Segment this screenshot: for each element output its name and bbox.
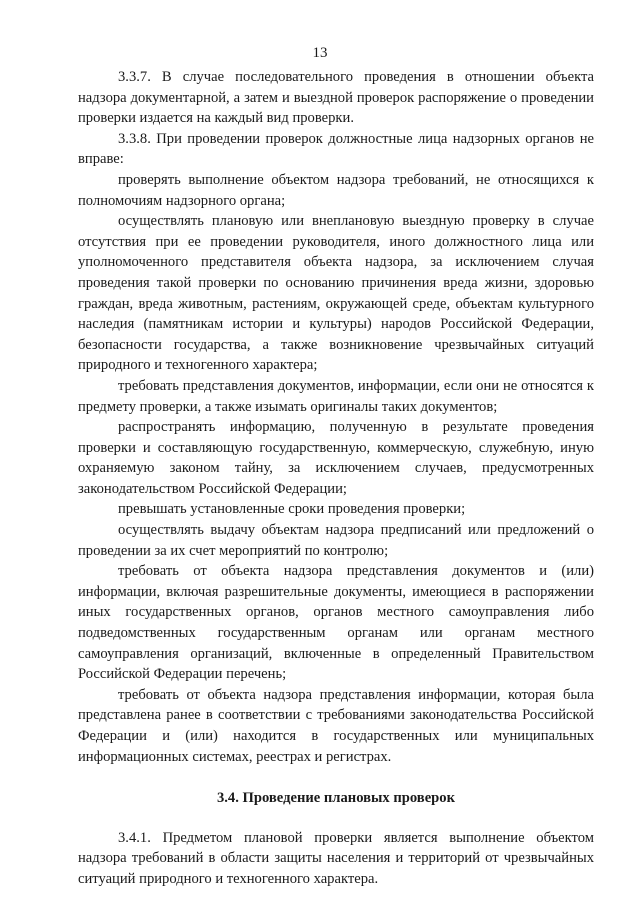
list-item: превышать установленные сроки проведения проверки; [118, 501, 466, 518]
list-item: требовать представления документов, информации, если они не относятся к предмету проверки, а также изымать оригиналы таких документов; [78, 377, 594, 415]
list-item: распространять информацию, полученную в результате проведения проверки и составляющую государственную, коммерческую, служебную, иную охраняемую законом тайну, за исключением случаев, предусмотренных законодательством Российской Федерации; [78, 419, 594, 497]
paragraph-3-3-7: 3.3.7. В случае последовательного проведения в отношении объекта надзора документарной, а затем и выездной проверок распоряжение о проведении проверки издается на каждый вид проверки. [78, 69, 594, 127]
list-item: осуществлять выдачу объектам надзора предписаний или предложений о проведении за их счет мероприятий по контролю; [78, 522, 594, 559]
section-heading: 3.4. Проведение плановых проверок [216, 790, 455, 807]
list-item: осуществлять плановую или внеплановую выездную проверку в случае отсутствия при ее проведении руководителя, иного должностного лица или уполномоченного представителя объекта надзора, за исключением случая проведения такой проверки по основанию причинения вреда жизни, здоровью граждан, вреда животным, растениям, окружающей среде, объектам культурного наследия (памятникам истории и культуры) народов Российской Федерации, безопасности государства, а также возникновение чрезвычайных ситуаций природного и техногенного характера; [78, 213, 594, 374]
list-item: требовать от объекта надзора представления документов и (или) информации, включая разрешительные документы, имеющиеся в распоряжении иных государственных органов, органов местного самоуправления либо подведомственных государственным органам или органам местного самоуправления организаций, включенные в определенный Правительством Российской Федерации перечень; [78, 563, 594, 683]
paragraph-3-4-1: 3.4.1. Предметом плановой проверки является выполнение объектом надзора требований в области защиты населения и территорий от чрезвычайных ситуаций природного и техногенного характера. [78, 829, 594, 887]
list-item: проверять выполнение объектом надзора требований, не относящихся к полномочиям надзорного органа; [78, 171, 594, 209]
page-number: 13 [312, 45, 328, 61]
list-item: требовать от объекта надзора представления информации, которая была представлена ранее в соответствии с требованиями законодательства Российской Федерации и (или) находится в государственных или муниципальных информационных системах, реестрах и регистрах. [78, 686, 594, 765]
document-body [78, 67, 594, 890]
paragraph-3-3-8: 3.3.8. При проведении проверок должностные лица надзорных органов не вправе: [78, 130, 594, 168]
